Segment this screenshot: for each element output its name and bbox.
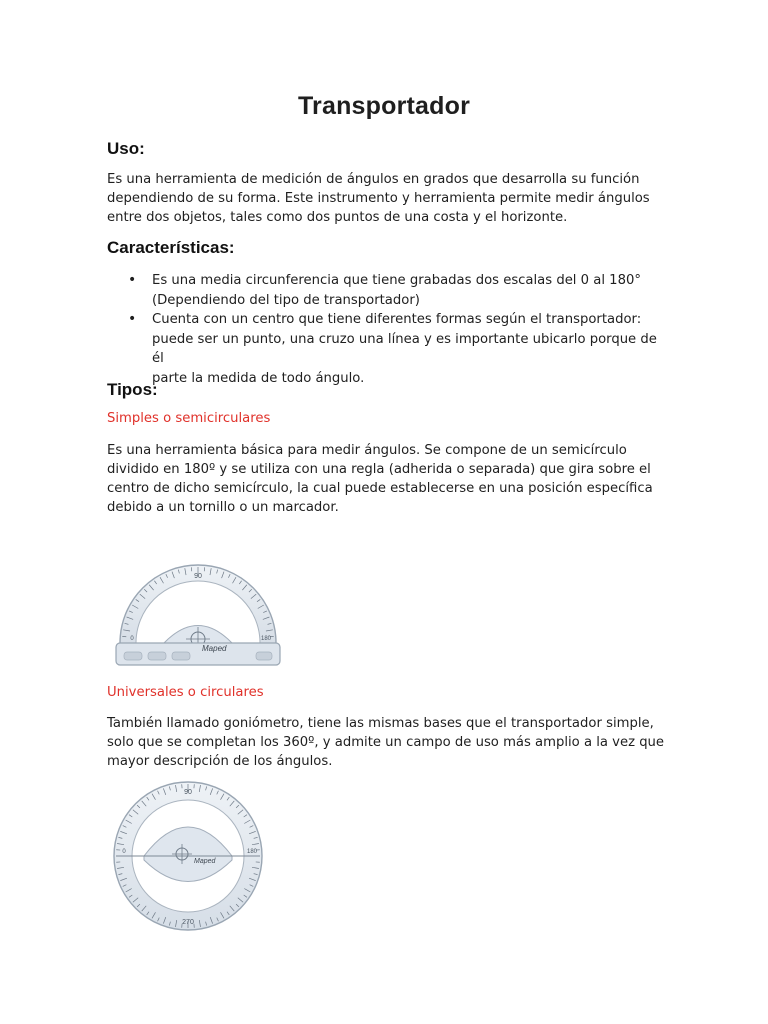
list-item bbox=[107, 271, 667, 310]
paragraph-line: solo que se completan los 360º, y admite un campo de uso más amplio a la vez que bbox=[107, 735, 665, 750]
semicircular-protractor-image bbox=[108, 548, 288, 673]
paragraph-line: Es una herramienta básica para medir ángulos. Se compone de un semicírculo bbox=[107, 443, 627, 458]
paragraph-line: dependiendo de su forma. Este instrumento y herramienta permite medir ángulos bbox=[107, 191, 650, 206]
paragraph-line: También llamado goniómetro, tiene las mismas bases que el transportador simple, bbox=[107, 716, 654, 731]
degree-label: 270 bbox=[182, 919, 194, 926]
section-heading-caracteristicas: Características: bbox=[107, 238, 235, 257]
list-item-line: • Cuenta con un centro que tiene diferentes formas según el transportador: bbox=[152, 312, 642, 327]
page-title: Transportador bbox=[297, 92, 471, 120]
paragraph-line: Es una herramienta de medición de ángulos en grados que desarrolla su función bbox=[107, 172, 640, 187]
section-heading-uso: Uso: bbox=[107, 139, 145, 158]
degree-label: 0 bbox=[130, 636, 134, 642]
list-item bbox=[107, 310, 667, 388]
list-item-line: (Dependiendo del tipo de transportador) bbox=[152, 292, 420, 308]
bullet-list bbox=[107, 271, 667, 388]
paragraph-line: debido a un tornillo o un marcador. bbox=[107, 500, 339, 515]
subheading-simples: Simples o semicirculares bbox=[107, 411, 271, 426]
list-item-line: • Es una media circunferencia que tiene grabadas dos escalas del 0 al 180° bbox=[152, 273, 641, 288]
brand-label: Maped bbox=[202, 644, 227, 653]
degree-label: 180 bbox=[260, 636, 272, 642]
brand-label: Maped bbox=[194, 858, 216, 865]
circular-protractor-image bbox=[108, 778, 268, 938]
degree-label: 90 bbox=[194, 573, 202, 580]
paragraph-line: entre dos objetos, tales como dos puntos de una costa y el horizonte. bbox=[107, 210, 568, 225]
paragraph-universales bbox=[107, 714, 667, 771]
paragraph-line: dividido en 180º y se utiliza con una regla (adherida o separada) que gira sobre el bbox=[107, 462, 651, 477]
section-heading-tipos: Tipos: bbox=[107, 380, 158, 399]
subheading-universales: Universales o circulares bbox=[107, 685, 264, 700]
paragraph-simples bbox=[107, 441, 667, 517]
paragraph-line: centro de dicho semicírculo, la cual puede establecerse en una posición específica bbox=[107, 481, 653, 496]
list-item-line: puede ser un punto, una cruzo una línea y es importante ubicarlo porque de él bbox=[152, 331, 657, 366]
paragraph-uso bbox=[107, 170, 667, 227]
paragraph-line: mayor descripción de los ángulos. bbox=[107, 754, 333, 769]
degree-label: 0 bbox=[122, 849, 126, 855]
degree-label: 180 bbox=[246, 849, 258, 855]
list-item-line: parte la medida de todo ángulo. bbox=[152, 370, 365, 386]
degree-label: 90 bbox=[184, 789, 192, 796]
